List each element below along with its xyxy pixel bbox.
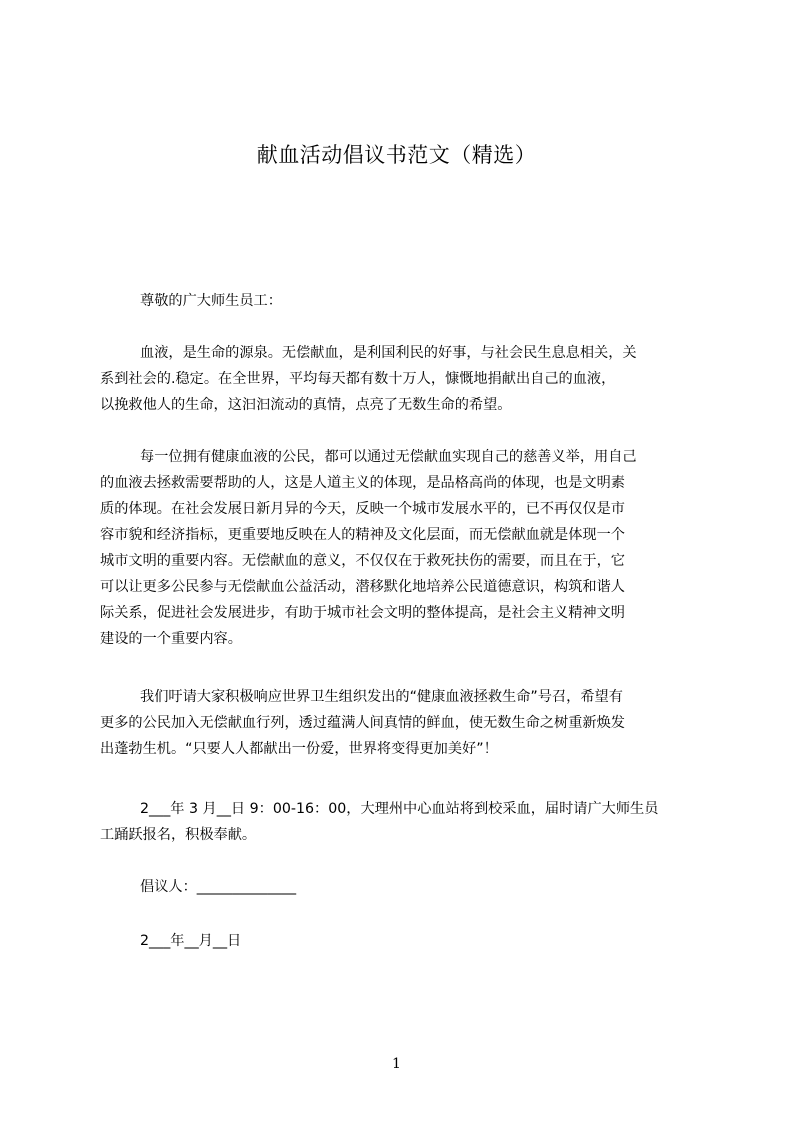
paragraph-2-line-8: 建设的一个重要内容。 <box>100 631 242 647</box>
paragraph-1-line-3: 以挽救他人的生命，这汩汩流动的真情，点亮了无数生命的希望。 <box>100 397 512 413</box>
signature-line <box>100 874 704 900</box>
paragraph-2-line-6: 可以让更多公民参与无偿献血公益活动，潜移默化地培养公民道德意识，构筑和谐人 <box>100 579 625 595</box>
paragraph-4-line-2: 工踊跃报名，积极奉献。 <box>100 827 257 843</box>
paragraph-1-line-2: 系到社会的.稳定。在全世界，平均每天都有数十万人，慷慨地捐献出自己的血液， <box>100 371 616 387</box>
paragraph-2 <box>100 444 704 652</box>
paragraph-2-line-1: 每一位拥有健康血液的公民，都可以通过无偿献血实现自己的慈善义举，用自己 <box>140 449 637 465</box>
paragraph-4 <box>100 796 704 848</box>
paragraph-3-line-2: 更多的公民加入无偿献血行列，透过蕴满人间真情的鲜血，使无数生命之树重新焕发 <box>100 715 625 731</box>
paragraph-2-line-7: 际关系，促进社会发展进步，有助于城市社会文明的整体提高，是社会主义精神文明 <box>100 605 625 621</box>
date-line: 2___年__月__日 <box>140 933 242 949</box>
page-number: 1 <box>392 1056 401 1072</box>
paragraph-2-line-3: 质的体现。在社会发展日新月异的今天，反映一个城市发展水平的，已不再仅仅是市 <box>100 501 625 517</box>
paragraph-3 <box>100 684 704 762</box>
paragraph-4-line-1: 2___年 3 月__日 9：00-16：00，大理州中心血站将到校采血，届时请广大师生员 <box>140 801 659 817</box>
paragraph-3-line-1: 我们吁请大家积极响应世界卫生组织发出的“健康血液拯救生命”号召，希望有 <box>140 689 623 705</box>
paragraph-3-line-3: 出蓬勃生机。“只要人人都献出一份爱，世界将变得更加美好”！ <box>100 741 498 757</box>
document-title: 献血活动倡议书范文（精选） <box>256 143 537 167</box>
paragraph-2-line-2: 的血液去拯救需要帮助的人，这是人道主义的体现，是品格高尚的体现，也是文明素 <box>100 475 625 491</box>
signature-blank: ______________ <box>196 879 297 895</box>
paragraph-1-line-1: 血液，是生命的源泉。无偿献血，是利国利民的好事，与社会民生息息相关，关 <box>140 345 637 361</box>
paragraph-2-line-4: 容市貌和经济指标，更重要地反映在人的精神及文化层面，而无偿献血就是体现一个 <box>100 527 625 543</box>
paragraph-2-line-5: 城市文明的重要内容。无偿献血的意义，不仅仅在于救死扶伤的需要，而且在于，它 <box>100 553 625 569</box>
salutation: 尊敬的广大师生员工： <box>140 293 282 309</box>
signature-label: 倡议人： <box>140 879 197 895</box>
paragraph-1 <box>100 340 704 418</box>
